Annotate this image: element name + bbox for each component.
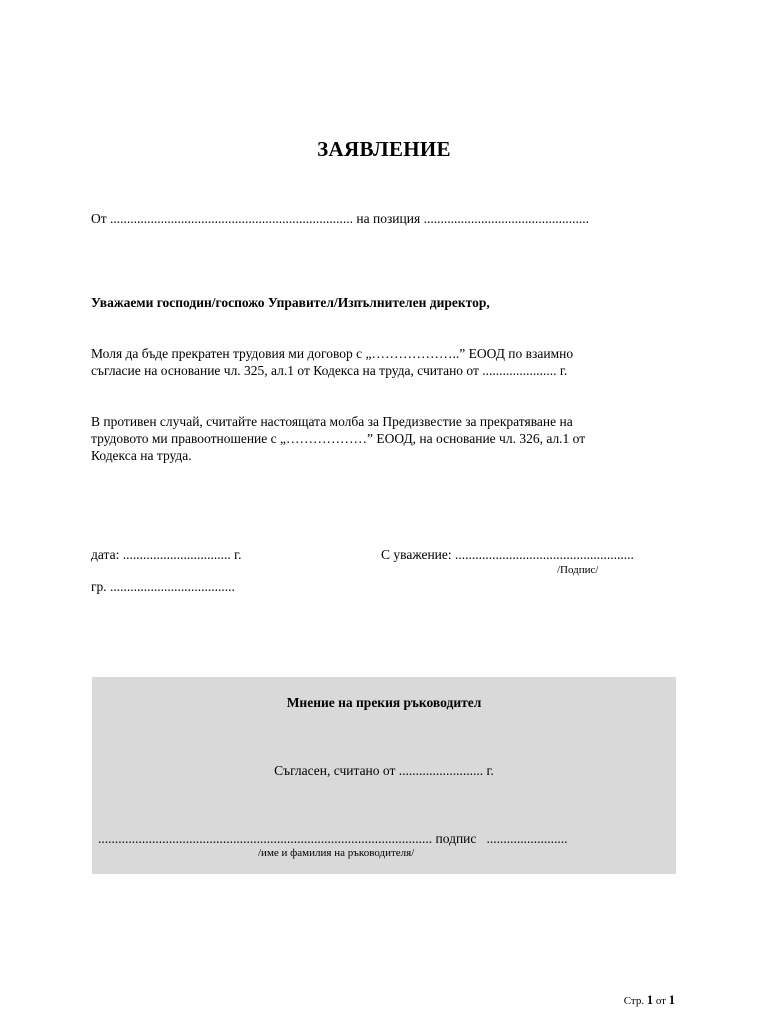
paragraph-notice-line1: В противен случай, считайте настоящата молба за Предизвестие за прекратяване на — [91, 414, 573, 429]
position-label: на позиция — [356, 211, 421, 226]
signature-hint: /Подпис/ — [557, 564, 599, 576]
paragraph-notice-line2: трудовото ми правоотношение с „………………” ЕООД, на основание чл. 326, ал.1 от — [91, 431, 586, 446]
manager-signature-label: подпис — [435, 831, 477, 846]
city-line: гр. ..................................... — [91, 579, 235, 594]
manager-signature-row — [98, 831, 568, 847]
page-label: Стр. — [623, 995, 645, 1007]
paragraph-notice-line3: Кодекса на труда. — [91, 448, 192, 463]
page-current: 1 — [646, 993, 654, 1007]
salutation: Уважаеми господин/госпожо Управител/Изпълнителен директор, — [91, 295, 490, 310]
position-dots: ................................................. — [423, 211, 589, 226]
manager-name-hint: /име и фамилия на ръководителя/ — [258, 847, 415, 859]
paragraph-notice — [91, 413, 671, 464]
from-dots: ........................................................................ — [110, 211, 354, 226]
paragraph-consent-line1: Моля да бъде прекратен трудовия ми договор с „………………..” ЕООД по взаимно — [91, 346, 574, 361]
regards-line: С уважение: ..................................................... — [381, 547, 634, 562]
manager-name-dots: ................................................................................................... — [98, 831, 433, 846]
page-total: 1 — [668, 993, 675, 1007]
page-of-label: от — [655, 995, 666, 1007]
manager-opinion-box — [92, 677, 676, 874]
paragraph-consent — [91, 345, 671, 379]
from-label: От — [91, 211, 107, 226]
from-line — [91, 211, 589, 227]
manager-agreed-line: Съгласен, считано от ......................... г. — [274, 763, 494, 778]
paragraph-consent-line2: съгласие на основание чл. 325, ал.1 от Кодекса на труда, считано от ...................... г. — [91, 363, 568, 378]
page-footer — [624, 993, 675, 1008]
manager-box-heading: Мнение на прекия ръководител — [286, 695, 482, 710]
document-title: ЗАЯВЛЕНИЕ — [317, 137, 451, 161]
date-line: дата: ................................ г. — [91, 547, 242, 562]
manager-signature-dots: ........................ — [486, 831, 568, 846]
